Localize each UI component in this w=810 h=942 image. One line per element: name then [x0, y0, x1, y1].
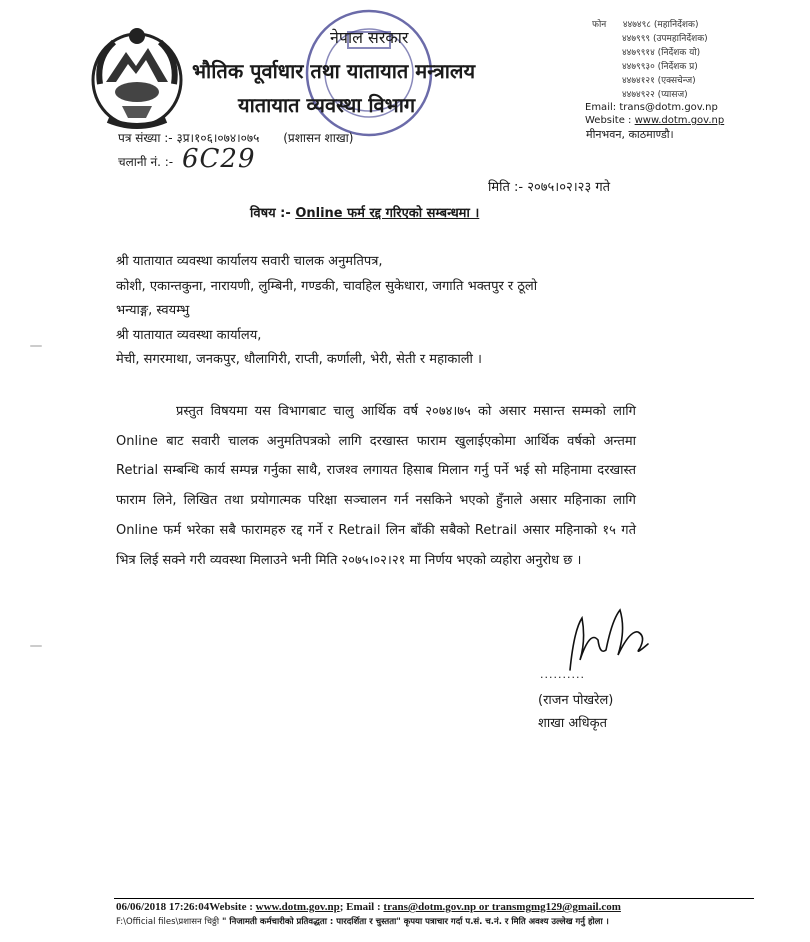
- recipient-list: [116, 250, 537, 373]
- email-label: Email:: [585, 102, 617, 113]
- file-path: F:\Official files\प्रशासन चिठ्ठी: [116, 917, 220, 927]
- phone-number: ४४७९९१४ (निर्देशक यो): [622, 48, 701, 58]
- branch-name: (प्रशासन शाखा): [283, 131, 354, 145]
- footer-note: " निजामती कर्मचारीको प्रतिवद्धता : पारदर्शिता र चुस्तता" कृपया पत्राचार गर्दा प.सं. च.नं. र मिति अवश्य उल्लेख गर्नु होला ।: [222, 917, 609, 927]
- subject-label: विषय :-: [250, 206, 291, 221]
- scan-mark: [30, 345, 42, 347]
- signatory-title: शाखा अधिकृत: [538, 716, 608, 731]
- office-address: मीनभवन, काठमाण्डौ।: [586, 128, 674, 141]
- body-text: प्रस्तुत विषयमा यस विभागबाट चालु आर्थिक वर्ष २०७४।७५ को असार मसान्त सम्मको लागि Online बाट सवारी चालक अनुमतिपत्रको लागि दरखास्त फाराम खुलाईएकोमा आर्थिक वर्षको अन्तमा Retrial सम्बन्धि कार्य सम्पन्न गर्नुका साथै, राजश्व लगायत हिसाब मिलान गर्नु पर्ने भई सो महिनामा दरखास्त फाराम लिने, लिखित तथा प्रयोगात्मक परिक्षा सञ्चालन गर्न नसकिने भएको हुँनाले असार महिनाका लागि Online फर्म भरेका सबै फारामहरु रद्द गर्ने र Retrail लिन बाँकी सबैको Retrail असार महिनाको १५ गते भित्र लिई सक्ने गरी व्यवस्था मिलाउने भनी मिति २०७५।०२।२१ मा निर्णय भएको व्यहोरा अनुरोध छ ।: [116, 404, 636, 568]
- footer-note-line: [116, 916, 609, 927]
- department-name: यातायात व्यवस्था विभाग: [238, 93, 416, 117]
- recipient-line: श्री यातायात व्यवस्था कार्यालय,: [116, 327, 262, 343]
- phone-list: [592, 18, 708, 102]
- subject-text: Online फर्म रद्द गरिएको सम्बन्धमा ।: [295, 206, 480, 221]
- recipient-line: मेची, सगरमाथा, जनकपुर, धौलागिरी, राप्ती, कर्णाली, भेरी, सेती र महाकाली ।: [116, 352, 482, 367]
- footer-website-link[interactable]: www.dotm.gov.np: [255, 901, 340, 913]
- scan-mark: [30, 645, 42, 647]
- footer-website-label: Website :: [209, 901, 253, 913]
- reference-label: पत्र संख्या :-: [118, 131, 173, 145]
- website-label: Website :: [585, 115, 632, 126]
- email-link[interactable]: trans@dotm.gov.np: [619, 102, 718, 113]
- subject-line: [250, 203, 479, 221]
- recipient-line: भन्याङ्ग, स्वयम्भु: [116, 303, 190, 318]
- recipient-line: कोशी, एकान्तकुना, नारायणी, लुम्बिनी, गण्डकी, चावहिल सुकेधारा, जगाति भक्तपुर र ठूलो: [116, 278, 538, 294]
- reference-number: ३प्र।१०६।०७४।०७५: [176, 131, 260, 145]
- dispatch-number: 6C29: [182, 144, 256, 174]
- signatory-name: (राजन पोखरेल): [538, 693, 614, 708]
- body-paragraph: [116, 397, 636, 575]
- footer-email-link[interactable]: trans@dotm.gov.np or transmgmg129@gmail.com: [383, 901, 621, 913]
- date-label: मिति :-: [488, 180, 524, 195]
- signature-line: ..........: [540, 668, 585, 681]
- letter-date: [488, 177, 610, 195]
- recipient-line: श्री यातायात व्यवस्था कार्यालय सवारी चालक अनुमतिपत्र,: [116, 254, 383, 269]
- government-name: नेपाल सरकार: [330, 28, 409, 47]
- phone-number: ४४७४१२१ (एक्सचेन्ज): [622, 76, 696, 86]
- footer-email-label: ; Email :: [339, 901, 381, 913]
- website-link[interactable]: www.dotm.gov.np: [634, 115, 725, 126]
- phone-number: ४४७४९२२ (प्यासज): [622, 90, 688, 100]
- date-value: २०७५।०२।२३ गते: [527, 180, 611, 195]
- contact-info: [585, 101, 724, 127]
- phone-number: ४४७९९३० (निर्देशक प्र): [622, 62, 698, 72]
- dispatch-label: चलानी नं. :-: [118, 155, 174, 169]
- footer-contact: [116, 901, 621, 913]
- ministry-name: भौतिक पूर्वाधार तथा यातायात मन्त्रालय: [192, 59, 476, 83]
- phone-number: ४४७४९८ (महानिर्देशक): [622, 20, 699, 30]
- footer-divider: [114, 898, 754, 899]
- phone-row: [592, 18, 708, 32]
- phone-label: फोन: [592, 20, 607, 30]
- phone-number: ४४७९९९ (उपमहानिर्देशक): [622, 34, 708, 44]
- nepal-emblem-icon: [88, 22, 186, 132]
- footer-timestamp: 06/06/2018 17:26:04: [116, 901, 210, 913]
